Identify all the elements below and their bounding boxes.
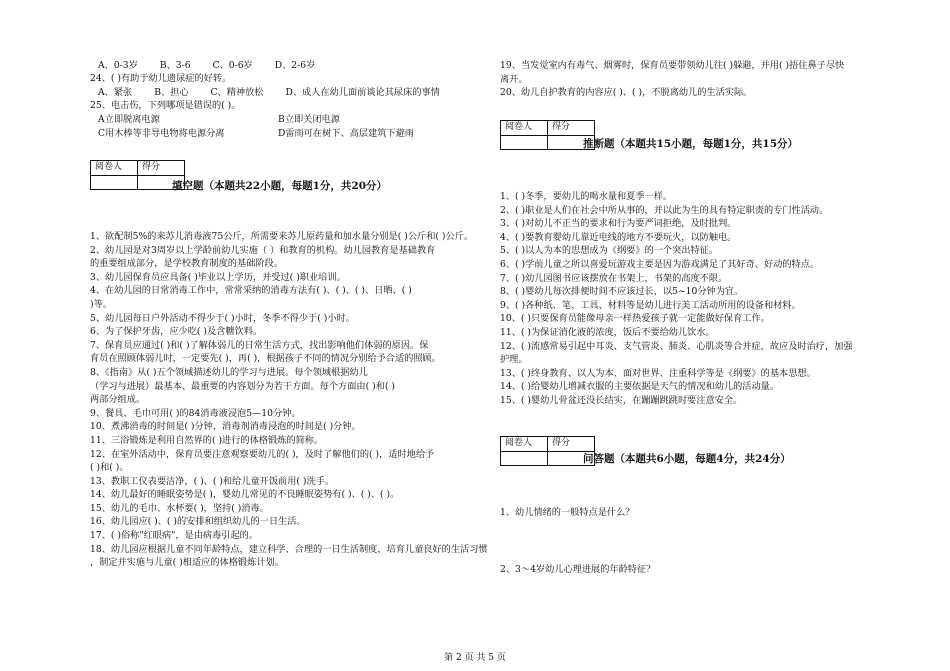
text-line: 10、煮沸消毒的时间是( )分钟，消毒剂消毒浸泡的时间是( )分钟。 [90,421,361,433]
text-line: 13、( )终身教育、以人为本、面对世界、注重科学等是《纲要》的基本思想。 [500,367,816,379]
question-25: 25、电击伤，下列哪项是错误的( )。 [90,100,241,111]
q23-options [98,59,337,73]
text-line: 3、( )对幼儿不正当的要求和行为要严词拒绝，及时批判。 [500,218,737,230]
score-label: 得分 [548,437,595,452]
text-line: 4、( )要教育婴幼儿靠近电线的地方不要玩火，以防触电。 [500,231,737,243]
text-line: 15、幼儿的毛巾、水杯要( )，坚持( )消毒。 [90,502,269,514]
text-line: 7、保育员应通过( )和( )了解体弱儿的日常生活方式，找出影响他们体弱的原因。保 [90,339,429,351]
text-line: 14、( )给婴幼儿增减衣服的主要依据是天气的情况和幼儿的活动量。 [500,381,780,393]
text-line: 13、教职工仪表要洁净，( )、( )和给儿童开饭前用( )洗手。 [90,475,335,487]
text-line: 1、( )冬季，要幼儿的喝水量和夏季一样。 [500,191,673,202]
text-line: 8、《指南》从( )五个领域描述幼儿的学习与进展。每个领域根据幼儿 [90,366,368,378]
text-line: 12、( )流感常易引起中耳炎、支气管炎、肺炎、心肌炎等合并症，故应及时治疗，加强 [500,340,853,352]
text-line: 9、餐具、毛巾可用( )的84消毒液浸泡5—10分钟。 [90,407,301,419]
text-line: ( )和( )。 [90,462,129,474]
grader-cell [91,175,138,189]
option: A立即脱离电源 [98,114,160,125]
option: B、担心 [154,87,189,98]
text-line: 护理。 [500,354,528,366]
text-line: 1、欲配制5%的来苏儿消毒液75公斤，所需要来苏儿原药量和加水量分别是( )公斤和( )公斤。 [90,231,474,242]
section-title-fill-in: 填空题（本题共22小题，每题1分，共20分） [172,180,388,192]
text-line: 的重要组成部分，是学校教育制度的基础阶段。 [90,258,283,270]
grading-table [90,160,185,190]
question-19-20 [500,59,902,100]
score-label: 得分 [548,121,595,136]
text-line: 5、( )以人为本的思想成为《纲要》的一个突出特征。 [500,245,719,257]
option: C用木棒等非导电物将电源分离 [98,127,225,139]
grader-label: 阅卷人 [91,161,138,176]
text-line: 6、为了保护牙齿，应少吃( )及含糖饮料。 [90,326,263,338]
text-line: 6、( )学前儿童之所以喜爱玩游戏主要是因为游戏满足了其好奇、好动的特点。 [500,258,820,270]
grader-cell [501,135,548,149]
option: D、2-6岁 [274,60,316,71]
text-line: 9、( )各种纸、笔、工具、材料等是幼儿进行美工活动所用的设备和材料。 [500,299,801,311]
fill-in-questions [90,230,492,570]
grading-table [500,436,595,466]
section-title-judgement: 推断题（本题共15小题，每题1分，共15分） [583,138,799,150]
text-line: 11、三浴锻炼是利用自然界的( )进行的体格锻炼的简称。 [90,434,324,446]
page-number: 第 2 页 共 5 页 [444,653,506,663]
option: C、0-6岁 [212,60,253,71]
text-line: 2、幼儿园是对3周岁以上学龄前幼儿实施（ ）和教育的机构。幼儿园教育是基础教育 [90,244,436,256]
text-line: 12、在室外活动中，保育员要注意观察要幼儿的( )，及时了解他们的( )，适时地给予 [90,448,435,460]
section-title-qa: 问答题（本题共6小题，每题4分，共24分） [583,453,791,465]
option: D雷雨可在树下、高层建筑下避雨 [278,127,414,139]
text-line: 20、幼儿自护教育的内容应( )、( )，不脱离幼儿的生活实际。 [500,87,753,99]
text-line: 离开。 [500,73,528,85]
text-line: 19、当发觉室内有毒气、烟雾时，保育员要带领幼儿往( )躲避，并用( )捂住鼻子尽快 [500,60,845,71]
qa-question: 2、3～4岁幼儿心理进展的年龄特征？ [500,564,656,575]
option: D、成人在幼儿面前谈论其尿床的事情 [285,87,440,98]
text-line: 7、( )幼儿园图书应该摆放在书架上，书架的高度不限。 [500,272,728,284]
text-line: ，制定并实施与儿童( )相适应的体格锻炼计划。 [90,557,284,569]
text-line: 14、幼儿最好的睡眠姿势是( )，婴幼儿常见的不良睡眠姿势有( )、( )、( )。 [90,489,400,501]
text-line: 3、幼儿园保育员应具备( )毕业以上学历，并受过( )职业培训。 [90,271,346,283]
q24-options [98,86,462,100]
text-line: 两部分组成。 [90,394,146,406]
grader-label: 阅卷人 [501,437,548,452]
grading-table [500,120,595,150]
score-label: 得分 [138,161,185,176]
q25-options [98,113,458,140]
text-line: 18、幼儿园应根据儿童不同年龄特点，建立科学、合理的一日生活制度，培育儿童良好的生活习惯 [90,543,488,555]
qa-question: 1、幼儿情绪的一般特点是什么？ [500,507,635,518]
option: B立即关闭电源 [278,114,340,125]
text-line: )等。 [90,298,112,310]
text-line: 15、( )婴幼儿骨盆还没长结实，在蹦蹦跳跳时要注意安全。 [500,394,743,406]
grader-label: 阅卷人 [501,121,548,136]
option: A、0-3岁 [98,60,138,71]
text-line: 4、在幼儿园的日常消毒工作中，常常采纳的消毒方法有( )、( )、( )、日晒、( ) [90,285,412,297]
text-line: 16、幼儿园应( )、( )的安排和组织幼儿的一日生活。 [90,516,306,528]
text-line: （学习与进展）最基本、最重要的内容划分为若干方面。每个方面由( )和( ) [90,380,395,392]
option: C、精神放松 [210,87,264,98]
question-24: 24、( )有助于幼儿遗尿症的好转。 [90,73,232,84]
text-line: 2、( )职业是人们在社会中所从事的，并以此为生的具有特定职责的专门性活动。 [500,204,829,216]
text-line: 育员在照顾体弱儿时，一定要先( )，再( )，根据孩子不同的情况分别给予合适的照顾。 [90,353,441,365]
text-line: 10、( )只要保育员能像母亲一样热爱孩子就一定能做好保育工作。 [500,313,770,325]
text-line: 5、幼儿园每日户外活动不得少于( )小时，冬季不得少于( )小时。 [90,312,355,324]
judgement-questions [500,190,902,408]
grader-cell [501,451,548,465]
option: A、紧张 [98,87,133,98]
text-line: 11、( )为保证消化液的浓度，饭后不要给幼儿饮水。 [500,326,715,338]
text-line: 17、( )俗称"红眼病"，是由病毒引起的。 [90,530,259,542]
option: B、3-6 [159,60,191,71]
text-line: 8、( )婴幼儿每次排便时间不应该过长，以5~10分钟为宜。 [500,286,744,298]
